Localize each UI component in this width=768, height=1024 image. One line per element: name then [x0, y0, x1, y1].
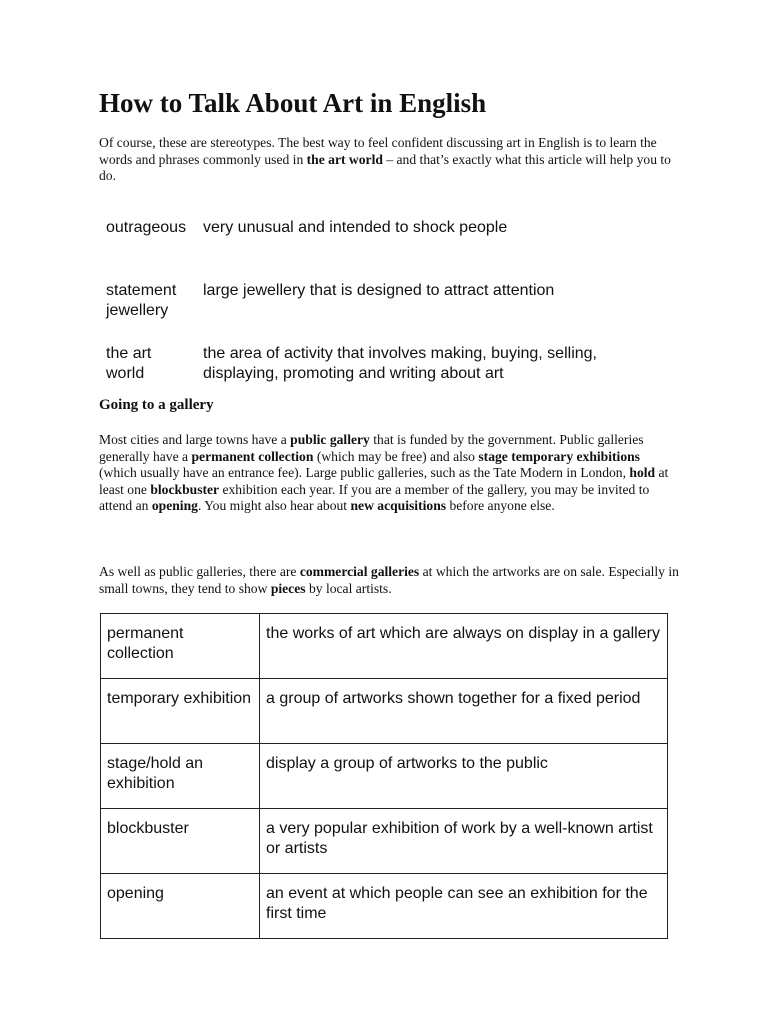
gallery-paragraph	[99, 432, 679, 515]
table-definition: the works of art which are always on display in a gallery	[260, 614, 668, 679]
text-segment: at least one	[99, 465, 669, 497]
text-segment: (which may be free) and also	[313, 448, 479, 464]
key-term: stage temporary exhibitions	[478, 448, 640, 464]
table-term: temporary exhibition	[101, 679, 260, 744]
commercial-paragraph	[99, 564, 679, 597]
glossary-term: statement jewellery	[106, 282, 177, 319]
intro-paragraph	[99, 135, 679, 185]
page-title: How to Talk About Art in English	[99, 88, 487, 118]
text-segment: before anyone else.	[446, 498, 555, 514]
text-segment: (which usually have an entrance fee). Large public galleries, such as the Tate Modern in London,	[99, 465, 630, 481]
table-definition: an event at which people can see an exhibition for the first time	[260, 874, 668, 939]
table-row	[101, 874, 668, 939]
text-segment: Of course, these are stereotypes. The best way to feel confident discussing art in English is to learn the words and phrases commonly used in	[99, 135, 657, 167]
table-definition: a group of artworks shown together for a fixed period	[260, 679, 668, 744]
table-term: stage/hold an exhibition	[101, 744, 260, 809]
table-definition: a very popular exhibition of work by a well-known artist or artists	[260, 809, 668, 874]
key-term: hold	[629, 465, 656, 481]
key-term: blockbuster	[150, 481, 220, 497]
table-row	[101, 809, 668, 874]
key-term: permanent collection	[191, 448, 314, 464]
table-row	[101, 614, 668, 679]
text-segment: – and that’s exactly what this article will help you to do.	[99, 151, 671, 184]
text-segment: by local artists.	[305, 580, 392, 596]
text-segment: Most cities and large towns have a	[99, 432, 291, 447]
table-row	[101, 744, 668, 809]
text-segment: that is funded by the government. Public galleries generally have a	[99, 432, 644, 464]
glossary-definition: large jewellery that is designed to attract attention	[203, 282, 555, 299]
table-row	[101, 679, 668, 744]
text-segment: As well as public galleries, there are	[99, 564, 300, 579]
glossary-definition: very unusual and intended to shock people	[203, 219, 508, 236]
key-term: public gallery	[290, 432, 370, 447]
glossary-term: the art world	[106, 345, 152, 382]
text-segment: at which the artworks are on sale. Especially in small towns, they tend to show	[99, 564, 679, 596]
table-continuation-line	[100, 933, 101, 938]
section-heading: Going to a gallery	[99, 397, 214, 413]
glossary-definition: the area of activity that involves making, buying, selling, displaying, promoting and writing about art	[203, 345, 597, 382]
table-term: blockbuster	[101, 809, 260, 874]
key-term: the art world	[306, 151, 383, 167]
table-term: permanent collection	[101, 614, 260, 679]
vocabulary-table	[100, 613, 668, 939]
table-definition: display a group of artworks to the public	[260, 744, 668, 809]
text-segment: exhibition each year. If you are a member of the gallery, you may be invited to attend an	[99, 481, 650, 514]
key-term: opening	[151, 498, 198, 514]
key-term: pieces	[270, 580, 306, 596]
table-continuation-line	[259, 933, 260, 938]
table-term: opening	[101, 874, 260, 939]
glossary-term: outrageous	[106, 219, 187, 236]
table-continuation-line	[667, 933, 668, 938]
key-term: new acquisitions	[350, 498, 447, 514]
key-term: commercial galleries	[299, 564, 420, 579]
text-segment: . You might also hear about	[197, 498, 351, 514]
